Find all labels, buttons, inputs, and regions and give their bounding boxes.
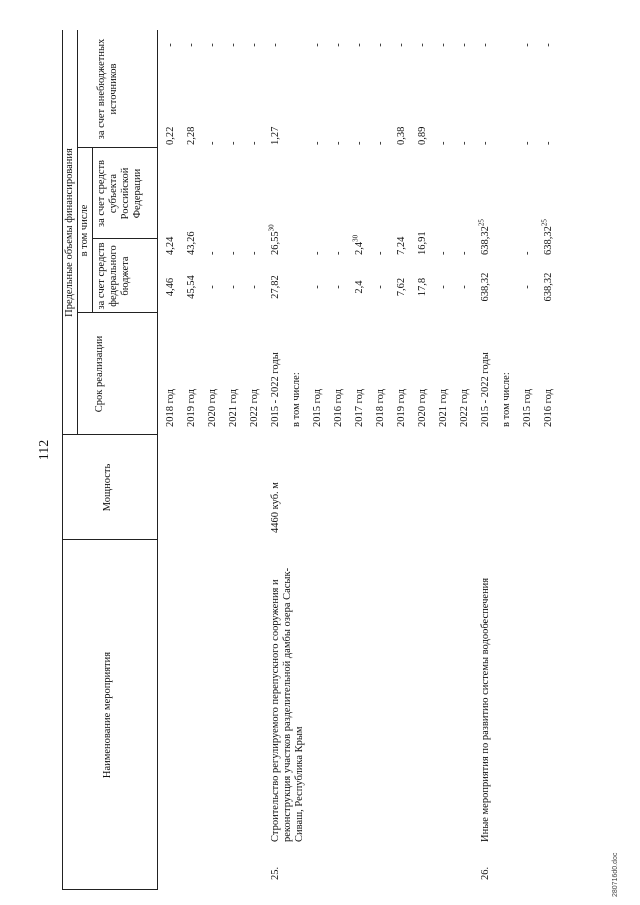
- cell-federal: 638,32$^{25}$: [540, 219, 554, 255]
- cell-extra: -: [354, 43, 365, 47]
- cell-period: 2016 год: [333, 389, 344, 427]
- cell-period: 2019 год: [396, 389, 407, 427]
- cell-extra: -: [543, 43, 554, 47]
- cell-total: -: [522, 285, 533, 289]
- cell-federal: -: [522, 251, 533, 255]
- cell-extra: -: [186, 43, 197, 47]
- page-number: 112: [37, 439, 52, 461]
- cell-total: -: [207, 285, 218, 289]
- header-name: Наименование мероприятия: [102, 651, 113, 779]
- header-period: Срок реализации: [94, 335, 105, 413]
- cell-federal: -: [375, 251, 386, 255]
- cell-total: 17,8: [417, 277, 428, 297]
- cell-extra: -: [270, 43, 281, 47]
- cell-total: -: [375, 285, 386, 289]
- cell-extra: -: [333, 43, 344, 47]
- cell-federal: -: [312, 251, 323, 255]
- cell-federal: -: [228, 251, 239, 255]
- cell-regional: -: [207, 141, 218, 145]
- cell-federal: -: [249, 251, 260, 255]
- including-border: [92, 148, 93, 313]
- cell-extra: -: [312, 43, 323, 47]
- cell-period: 2020 год: [207, 389, 218, 427]
- cell-period: 2021 год: [228, 389, 239, 427]
- cell-regional: -: [354, 141, 365, 145]
- cell-extra: -: [165, 43, 176, 47]
- cell-total: 45,54: [186, 275, 197, 299]
- header-col-divider: [92, 238, 158, 239]
- cell-total: 7,62: [396, 277, 407, 297]
- funding-title-border: [77, 30, 78, 435]
- cell-total: -: [312, 285, 323, 289]
- cell-extra: -: [228, 43, 239, 47]
- cell-federal: 4,24: [165, 236, 176, 255]
- cell-federal: -: [459, 251, 470, 255]
- cell-federal: -: [207, 251, 218, 255]
- cell-regional: -: [228, 141, 239, 145]
- cell-total: -: [249, 285, 260, 289]
- cell-period: 2020 год: [417, 389, 428, 427]
- header-extra: за счет внебюджетных источников: [96, 38, 119, 140]
- cell-extra: -: [438, 43, 449, 47]
- cell-total: 27,82: [270, 275, 281, 299]
- cell-period: в том числе:: [291, 372, 302, 427]
- cell-regional: -: [480, 141, 491, 145]
- cell-total: 2,4: [354, 280, 365, 294]
- cell-total: -: [459, 285, 470, 289]
- footer-filename: 280716d0.doc: [612, 852, 619, 897]
- cell-regional: -: [459, 141, 470, 145]
- cell-period: 2019 год: [186, 389, 197, 427]
- cell-regional: 0,22: [165, 126, 176, 145]
- cell-total: 638,32: [543, 272, 554, 302]
- cell-extra: -: [480, 43, 491, 47]
- cell-extra: -: [375, 43, 386, 47]
- cell-name: Строительство регулируемого перепускного сооружения и реконструкция участков разделительной дамбы озера Сасык-Сиваш, Республика Крым: [270, 567, 305, 842]
- cell-regional: -: [333, 141, 344, 145]
- cell-federal: 638,32$^{25}$: [477, 219, 491, 255]
- cell-period: 2015 год: [522, 389, 533, 427]
- cell-regional: -: [375, 141, 386, 145]
- cell-period: 2022 год: [459, 389, 470, 427]
- cell-regional: -: [522, 141, 533, 145]
- cell-federal: 26,55$^{30}$: [267, 224, 281, 255]
- cell-extra: -: [396, 43, 407, 47]
- cell-extra: -: [417, 43, 428, 47]
- footnote-ref: 25: [477, 219, 486, 227]
- cell-period: 2016 год: [543, 389, 554, 427]
- cell-federal: -: [333, 251, 344, 255]
- cell-federal: 43,26: [186, 231, 197, 255]
- cell-regional: -: [249, 141, 260, 145]
- cell-regional: -: [438, 141, 449, 145]
- cell-federal: 16,91: [417, 231, 428, 255]
- cell-period: 2018 год: [375, 389, 386, 427]
- footnote-ref: 30: [267, 224, 276, 232]
- cell-total: 4,46: [165, 277, 176, 297]
- cell-extra: -: [249, 43, 260, 47]
- cell-federal: $2,4^{30}$: [351, 234, 365, 255]
- cell-period: 2015 - 2022 годы: [270, 352, 281, 427]
- cell-period: 2021 год: [438, 389, 449, 427]
- cell-name: Иные мероприятия по развитию системы водообеспечения: [480, 577, 491, 842]
- header-including: в том числе: [79, 204, 90, 257]
- cell-regional: 0,38: [396, 126, 407, 145]
- cell-federal: -: [438, 251, 449, 255]
- cell-regional: 0,89: [417, 126, 428, 145]
- cell-capacity: 4460 куб. м: [270, 482, 281, 533]
- cell-extra: -: [522, 43, 533, 47]
- cell-regional: 1,27: [270, 126, 281, 145]
- cell-regional: -: [312, 141, 323, 145]
- cell-number: 26.: [480, 866, 491, 880]
- cell-period: в том числе:: [501, 372, 512, 427]
- cell-number: 25.: [270, 866, 281, 880]
- cell-regional: -: [543, 141, 554, 145]
- header-regional: за счет средств субъекта Российской Федерации: [96, 159, 143, 228]
- cell-period: 2017 год: [354, 389, 365, 427]
- cell-regional: 2,28: [186, 126, 197, 145]
- cell-extra: -: [459, 43, 470, 47]
- cell-extra: -: [207, 43, 218, 47]
- cell-period: 2015 год: [312, 389, 323, 427]
- header-capacity: Мощность: [102, 463, 113, 512]
- footnote-ref: 25: [540, 219, 549, 227]
- cell-total: -: [438, 285, 449, 289]
- table-top-border: [62, 30, 63, 890]
- header-federal: за счет средств федерального бюджета: [96, 242, 131, 310]
- cell-period: 2022 год: [249, 389, 260, 427]
- cell-period: 2018 год: [165, 389, 176, 427]
- header-bottom-border: [157, 30, 158, 890]
- cell-total: 638,32: [480, 272, 491, 302]
- cell-total: -: [228, 285, 239, 289]
- cell-federal: 7,24: [396, 236, 407, 255]
- header-funding-title: Предельные объемы финансирования: [64, 148, 75, 317]
- cell-total: -: [333, 285, 344, 289]
- cell-period: 2015 - 2022 годы: [480, 352, 491, 427]
- footnote-ref: 30: [351, 234, 360, 242]
